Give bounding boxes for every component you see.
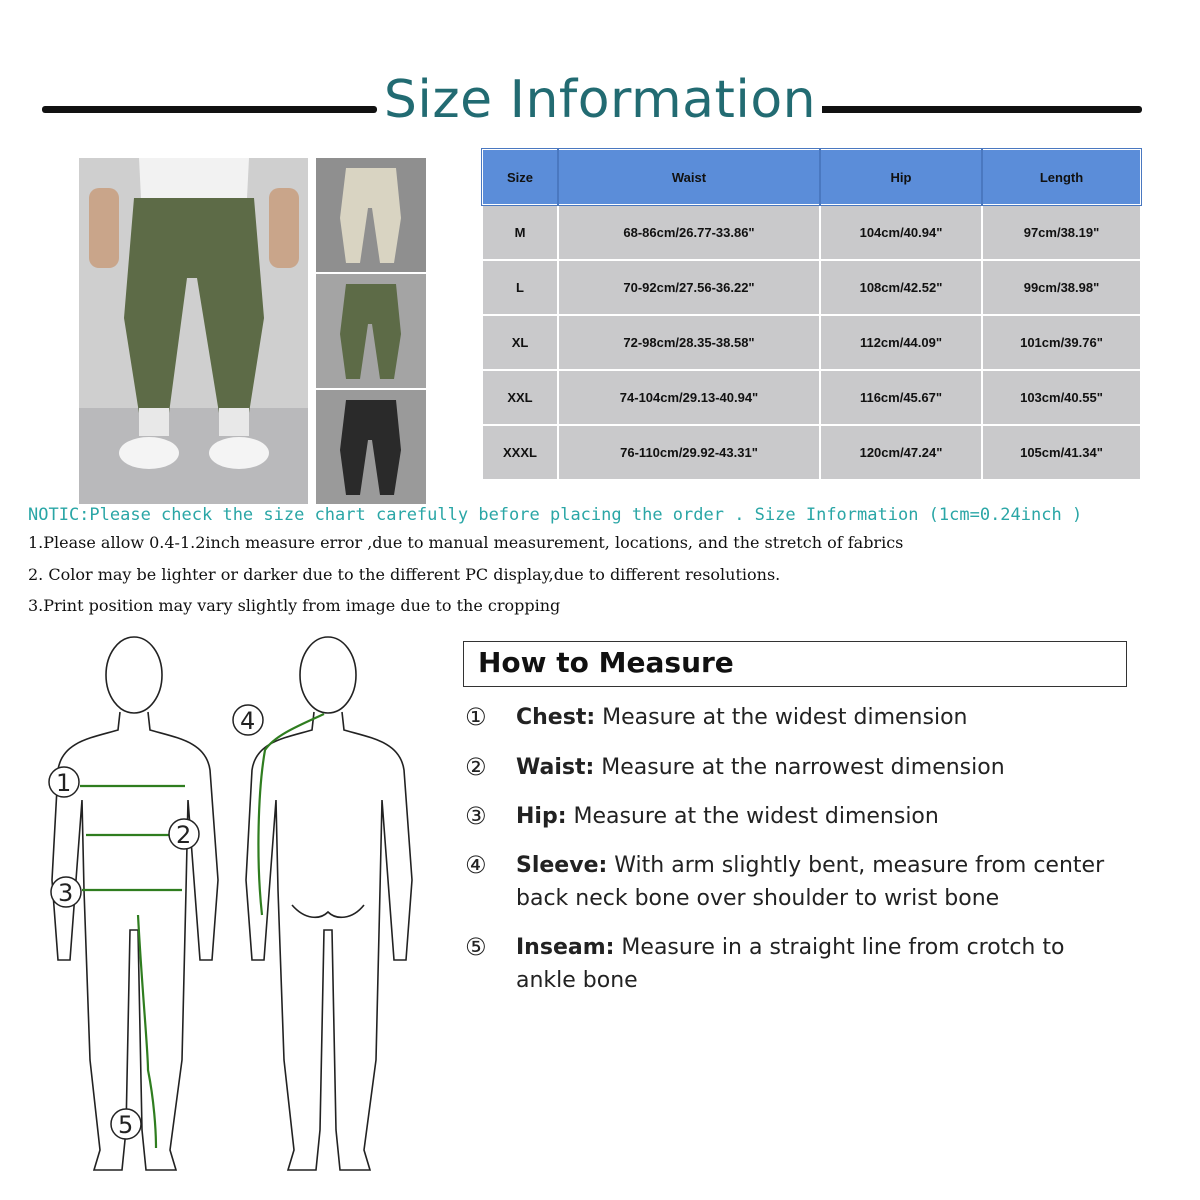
table-row: [482, 205, 1141, 260]
product-photo-khaki: [316, 158, 426, 272]
cell-hip: 108cm/42.52": [820, 260, 982, 315]
measure-label: Chest:: [516, 705, 596, 730]
measure-text: Measure at the narrowest dimension: [594, 755, 1005, 780]
cell-size: M: [482, 205, 558, 260]
notice-text: NOTIC:Please check the size chart carefully before placing the order . Size Information (1cm=0.24inch ): [28, 505, 1083, 525]
cell-waist: 74-104cm/29.13-40.94": [558, 370, 820, 425]
number-badge: ①: [465, 703, 487, 731]
cell-waist: 72-98cm/28.35-38.58": [558, 315, 820, 370]
measure-text: Measure at the widest dimension: [595, 705, 968, 730]
note-3: 3.Print position may vary slightly from image due to the cropping: [28, 596, 561, 615]
measure-label: Sleeve:: [516, 853, 608, 878]
measure-text: With arm slightly bent, measure from center back neck bone over shoulder to wrist bone: [516, 853, 1105, 911]
cell-size: XL: [482, 315, 558, 370]
how-to-measure-box: [463, 641, 1127, 687]
cell-hip: 104cm/40.94": [820, 205, 982, 260]
measure-text: Measure in a straight line from crotch to ankle bone: [516, 935, 1065, 993]
table-row: [482, 425, 1141, 480]
header-length: Length: [982, 149, 1141, 205]
cell-length: 97cm/38.19": [982, 205, 1141, 260]
table-row: [482, 260, 1141, 315]
header-hip: Hip: [820, 149, 982, 205]
product-photo-green: [316, 274, 426, 388]
cell-waist: 76-110cm/29.92-43.31": [558, 425, 820, 480]
cell-size: XXXL: [482, 425, 558, 480]
cell-length: 103cm/40.55": [982, 370, 1141, 425]
cell-waist: 70-92cm/27.56-36.22": [558, 260, 820, 315]
marker-2: 2: [176, 821, 192, 849]
cell-hip: 116cm/45.67": [820, 370, 982, 425]
note-1: 1.Please allow 0.4-1.2inch measure error ,due to manual measurement, locations, and the stretch of fabrics: [28, 533, 904, 552]
cell-length: 101cm/39.76": [982, 315, 1141, 370]
cell-size: XXL: [482, 370, 558, 425]
number-badge: ②: [465, 753, 487, 781]
marker-4: 4: [240, 707, 256, 735]
cell-length: 99cm/38.98": [982, 260, 1141, 315]
number-badge: ④: [465, 851, 487, 879]
table-row: [482, 315, 1141, 370]
table-row: [482, 370, 1141, 425]
number-badge: ⑤: [465, 933, 487, 961]
table-header-row: [482, 149, 1141, 205]
cell-hip: 112cm/44.09": [820, 315, 982, 370]
cell-length: 105cm/41.34": [982, 425, 1141, 480]
note-2: 2. Color may be lighter or darker due to the different PC display,due to different resolutions.: [28, 565, 781, 584]
how-to-measure-title: How to Measure: [478, 646, 734, 679]
sleeve-measure-line: [258, 714, 324, 915]
measure-label: Hip:: [516, 804, 567, 829]
cell-size: L: [482, 260, 558, 315]
body-measurement-diagram: [30, 630, 450, 1190]
measure-label: Inseam:: [516, 935, 615, 960]
measure-label: Waist:: [516, 755, 595, 780]
marker-5: 5: [118, 1111, 134, 1139]
number-badge: ③: [465, 802, 487, 830]
cell-hip: 120cm/47.24": [820, 425, 982, 480]
header-waist: Waist: [558, 149, 820, 205]
size-chart-table: [481, 148, 1142, 481]
product-photo-black: [316, 390, 426, 504]
marker-3: 3: [58, 879, 74, 907]
measure-text: Measure at the widest dimension: [566, 804, 939, 829]
page-title: Size Information: [0, 70, 1200, 130]
cell-waist: 68-86cm/26.77-33.86": [558, 205, 820, 260]
marker-1: 1: [56, 769, 72, 797]
product-photo-green-main: [79, 158, 308, 504]
header-size: Size: [482, 149, 558, 205]
